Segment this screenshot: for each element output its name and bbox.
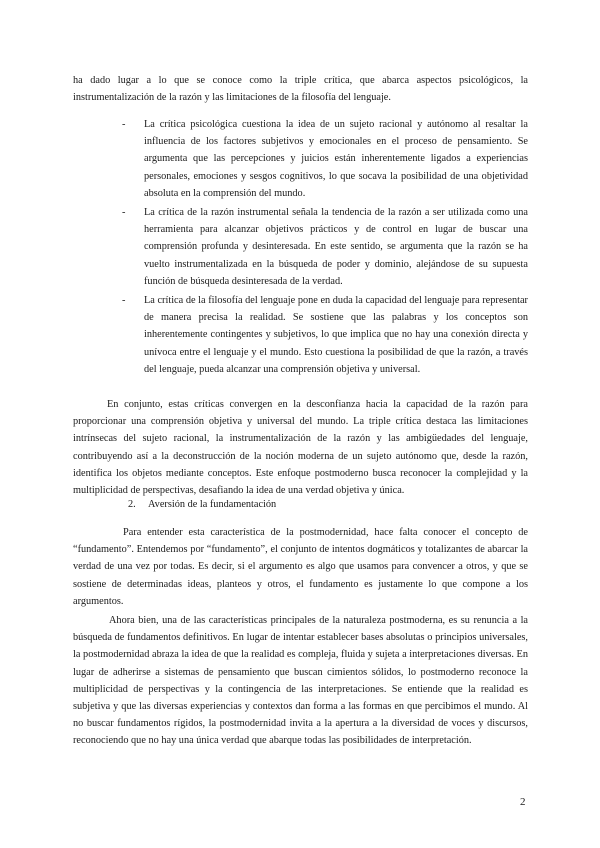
bullet-text: La crítica de la razón instrumental señala la tendencia de la razón a ser utilizada como una herramienta para alcanzar objetivos prácticos y de control en lugar de buscar una comprensión profunda y desinteresada. En este sentido, se argumenta que la razón se ha vuelto instrumentalizada en la búsqueda de poder y dominio, alejándose de su supuesta función de búsqueda desinteresada de la verdad. (144, 207, 528, 287)
conjunto-paragraph: En conjunto, estas críticas convergen en la desconfianza hacia la capacidad de la razón para proporcionar una comprensión objetiva y universal del mundo. La triple crítica destaca las limitaciones intrínsecas del sujeto racional, la instrumentalización de la razón y las ambigüedades del lenguaje, contribuyendo así a la deconstrucción de la noción moderna de un sujeto autónomo que, desde la razón, identifica los objetos mediante conceptos. Este enfoque postmoderno busca reconocer la complejidad y la multiplicidad de perspectivas, desafiando la idea de una verdad objetiva y única. (73, 399, 528, 497)
page-number: 2 (520, 796, 526, 808)
bullet-text: La crítica de la filosofía del lenguaje pone en duda la capacidad del lenguaje para representar de manera precisa la realidad. Se sostiene que las palabras y los conceptos son inherentemente contingentes y subjetivos, lo que implica que no hay una conexión directa y unívoca entre el lenguaje y el mundo. Esto cuestiona la posibilidad de que la razón, a través del lenguaje, pueda alcanzar una comprensión objetiva y universal. (144, 295, 528, 375)
fundamento-paragraph: Para entender esta característica de la postmodernidad, hace falta conocer el concepto de “fundamento”. Entendemos por “fundamento”, el conjunto de intentos dogmáticos y totalizantes de abarcar la verdad de una vez por todas. Es decir, si el argumento es algo que usamos para convencer a otros, y que se sostiene de determinadas ideas, planteos y otros, el fundamento es justamente lo que compone a los argumentos. (73, 527, 528, 607)
section-title: Aversión de la fundamentación (148, 499, 277, 510)
bullet-marker: - (122, 207, 126, 218)
section-heading (128, 496, 276, 513)
intro-paragraph: ha dado lugar a lo que se conoce como la triple crítica, que abarca aspectos psicológicos, la instrumentalización de la razón y las limitaciones de la filosofía del lenguaje. (73, 75, 528, 104)
ahora-paragraph: Ahora bien, una de las características principales de la naturaleza postmoderna, es su renuncia a la búsqueda de fundamentos definitivos. En lugar de intentar establecer bases absolutas o principios universales, la postmodernidad abraza la idea de que la realidad es compleja, fluida y sujeta a interpretaciones diversas. En lugar de adherirse a sistemas de pensamiento que buscan cimientos sólidos, lo postmoderno reconoce la multiplicidad de perspectivas y la contingencia de las interpretaciones. Se entiende que la realidad es subjetiva y que las diversas experiencias y contextos dan forma a las formas en que percibimos el mundo. Al no buscar fundamentos rígidos, la postmodernidad invita a la apertura a la diversidad de voces y discursos, reconociendo que no hay una única verdad que abarque todas las posibilidades de interpretación. (73, 615, 528, 747)
section-number: 2. (128, 499, 136, 510)
bullet-marker: - (122, 295, 126, 306)
bullet-text: La crítica psicológica cuestiona la idea de un sujeto racional y autónomo al resaltar la influencia de los factores subjetivos y emocionales en el proceso de pensamiento. Se argumenta que las percepciones y juicios están inherentemente ligados a experiencias personales, emociones y sesgos cognitivos, lo que socava la posibilidad de una objetividad absoluta en la comprensión del mundo. (144, 119, 528, 199)
bullet-marker: - (122, 119, 126, 130)
